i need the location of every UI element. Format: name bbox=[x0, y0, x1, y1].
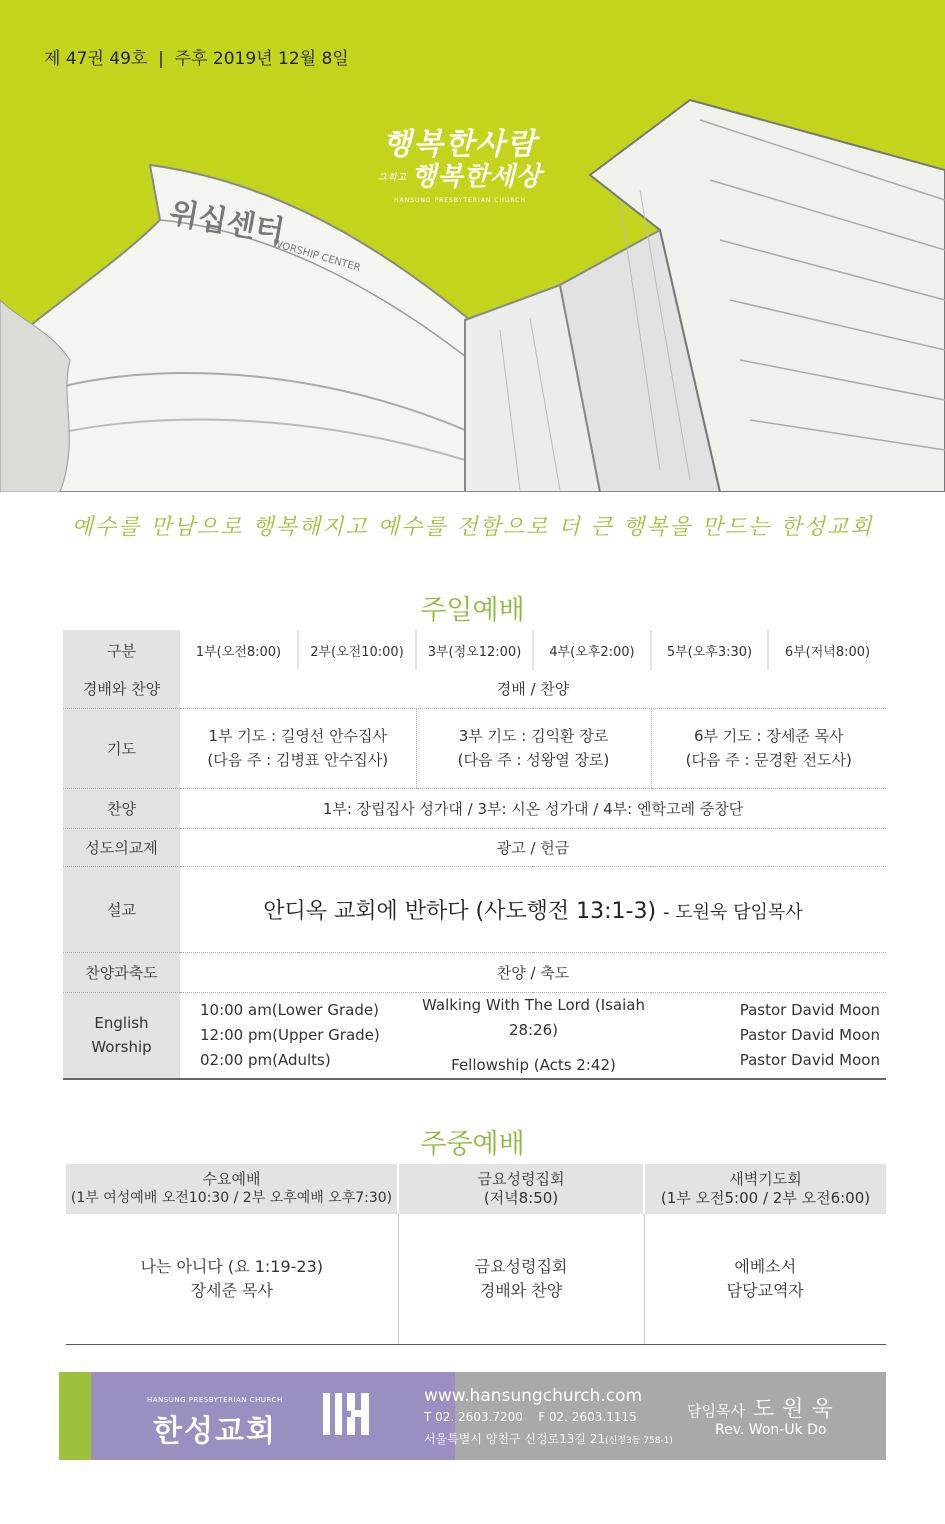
logo-line-1: 행복한사람 bbox=[382, 127, 538, 162]
english-program bbox=[416, 992, 651, 1079]
english-time-3: 02:00 pm(Adults) bbox=[200, 1050, 331, 1069]
prayer-row bbox=[63, 708, 886, 788]
wednesday-line1: 나는 아니다 (요 1:19-23) bbox=[140, 1257, 324, 1276]
blessing-value: 찬양 / 축도 bbox=[180, 952, 886, 992]
footer-brand bbox=[91, 1372, 455, 1460]
sermon-label: 설교 bbox=[63, 866, 180, 952]
logo-eng: HANSUNG PRESBYTERIAN CHURCH bbox=[394, 197, 526, 204]
prayer-1-line2: (다음 주 : 김병표 안수집사) bbox=[207, 751, 389, 769]
prayer-1 bbox=[180, 708, 416, 788]
prayer-6 bbox=[651, 708, 886, 788]
dawn-head bbox=[644, 1164, 886, 1214]
english-times bbox=[180, 992, 416, 1079]
choir-label: 찬양 bbox=[63, 788, 180, 828]
friday-body bbox=[398, 1214, 644, 1345]
weekday-header-row bbox=[66, 1164, 886, 1214]
issue-info: 제 47권 49호 | 주후 2019년 12월 8일 bbox=[44, 49, 349, 69]
sermon-title: 안디옥 교회에 반하다 (사도행전 13:1-3) bbox=[263, 898, 657, 924]
dawn-line1: 에베소서 bbox=[734, 1257, 797, 1276]
choir-row bbox=[63, 788, 886, 828]
english-time-1: 10:00 am(Lower Grade) bbox=[200, 1000, 379, 1019]
english-fellowship: Fellowship (Acts 2:42) bbox=[451, 1055, 616, 1074]
wednesday-name: 수요예배 bbox=[202, 1170, 261, 1188]
sunday-service-table bbox=[63, 630, 886, 1080]
prayer-3-line2: (다음 주 : 성왕열 장로) bbox=[457, 751, 610, 769]
english-pastor-3: Pastor David Moon bbox=[739, 1050, 880, 1069]
sermon-preacher: - 도원욱 담임목사 bbox=[663, 901, 803, 923]
church-logo bbox=[360, 128, 560, 204]
church-mark-icon bbox=[321, 1389, 375, 1439]
footer-address bbox=[424, 1430, 673, 1447]
friday-head bbox=[398, 1164, 644, 1214]
friday-sub: (저녁8:50) bbox=[483, 1189, 559, 1207]
footer-pastor-eng: Rev. Won-Uk Do bbox=[715, 1422, 827, 1438]
english-pastor-2: Pastor David Moon bbox=[739, 1025, 880, 1044]
sunday-title: 주일예배 bbox=[420, 595, 525, 626]
weekday-service-table bbox=[66, 1164, 886, 1345]
english-pastor-1: Pastor David Moon bbox=[739, 1000, 880, 1019]
footer-church-kor: 한성교회 bbox=[153, 1414, 277, 1449]
service-4: 4부(오후2:00) bbox=[533, 630, 651, 670]
fellowship-value: 광고 / 헌금 bbox=[180, 828, 886, 866]
service-2: 2부(오전10:00) bbox=[298, 630, 416, 670]
service-header-row bbox=[63, 630, 886, 670]
blessing-row bbox=[63, 952, 886, 992]
blessing-label: 찬양과축도 bbox=[63, 952, 180, 992]
prayer-1-line1: 1부 기도 : 길영선 안수집사 bbox=[208, 727, 388, 745]
header-banner bbox=[0, 0, 945, 492]
weekday-title: 주중예배 bbox=[420, 1129, 525, 1160]
dawn-sub: (1부 오전5:00 / 2부 오전6:00) bbox=[660, 1189, 871, 1207]
service-3: 3부(정오12:00) bbox=[416, 630, 533, 670]
fellowship-row bbox=[63, 828, 886, 866]
footer bbox=[59, 1372, 886, 1460]
dawn-line2: 담당교역자 bbox=[726, 1281, 804, 1300]
english-label-1: English bbox=[94, 1014, 149, 1032]
prayer-6-line2: (다음 주 : 문경환 전도사) bbox=[685, 751, 852, 769]
prayer-3-line1: 3부 기도 : 김익환 장로 bbox=[458, 727, 609, 745]
logo-line-2: 행복한세상 bbox=[411, 162, 542, 192]
wednesday-line2: 장세준 목사 bbox=[190, 1281, 273, 1300]
wednesday-body bbox=[66, 1214, 398, 1345]
church-slogan: 예수를 만남으로 행복해지고 예수를 전함으로 더 큰 행복을 만드는 한성교회 bbox=[71, 515, 874, 540]
sermon-cell bbox=[180, 866, 886, 952]
fellowship-label: 성도의교제 bbox=[63, 828, 180, 866]
dawn-name: 새벽기도회 bbox=[729, 1170, 802, 1188]
praise-row bbox=[63, 670, 886, 708]
service-6: 6부(저녁8:00) bbox=[768, 630, 886, 670]
english-row bbox=[63, 992, 886, 1079]
wednesday-sub: (1부 여성예배 오전10:30 / 2부 오후예배 오후7:30) bbox=[70, 1190, 393, 1206]
footer-pastor bbox=[687, 1392, 841, 1423]
praise-label: 경배와 찬양 bbox=[63, 670, 180, 708]
prayer-6-line1: 6부 기도 : 장세준 목사 bbox=[693, 727, 844, 745]
friday-line1: 금요성령집회 bbox=[474, 1257, 568, 1276]
friday-line2: 경배와 찬양 bbox=[479, 1281, 563, 1300]
footer-tel: T 02. 2603.7200 F 02. 2603.1115 bbox=[424, 1410, 637, 1424]
praise-value: 경배 / 찬양 bbox=[180, 670, 886, 708]
english-label-2: Worship bbox=[91, 1038, 152, 1056]
choir-value: 1부: 장립집사 성가대 / 3부: 시온 성가대 / 4부: 엔학고레 중창단 bbox=[180, 788, 886, 828]
footer-accent bbox=[59, 1372, 91, 1460]
english-sermon: Walking With The Lord (Isaiah 28:26) bbox=[422, 995, 645, 1039]
sermon-row bbox=[63, 866, 886, 952]
english-time-2: 12:00 pm(Upper Grade) bbox=[200, 1025, 380, 1044]
english-label bbox=[63, 992, 180, 1079]
weekday-body-row bbox=[66, 1214, 886, 1345]
prayer-3 bbox=[416, 708, 651, 788]
friday-name: 금요성령집회 bbox=[477, 1170, 565, 1188]
head-label: 구분 bbox=[63, 630, 180, 670]
footer-address-old: (신정3동 758-1) bbox=[605, 1436, 673, 1446]
dawn-body bbox=[644, 1214, 886, 1345]
service-1: 1부(오전8:00) bbox=[180, 630, 298, 670]
building-illustration bbox=[0, 0, 945, 492]
wednesday-head bbox=[66, 1164, 398, 1214]
pastor-name: 도원욱 bbox=[752, 1397, 841, 1422]
footer-url[interactable]: www.hansungchurch.com bbox=[424, 1386, 643, 1406]
prayer-label: 기도 bbox=[63, 708, 180, 788]
footer-church-eng: HANSUNG PRESBYTERIAN CHURCH bbox=[147, 1396, 283, 1404]
building-sign-eng: WORSHIP CENTER bbox=[271, 238, 362, 274]
english-pastors bbox=[651, 992, 886, 1079]
pastor-title: 담임목사 bbox=[687, 1402, 745, 1420]
logo-small: 그리고 bbox=[378, 173, 408, 183]
footer-address-text: 서울특별시 양천구 신정로13길 21 bbox=[424, 1432, 606, 1446]
building-sign: 위십센터 bbox=[166, 195, 287, 251]
service-5: 5부(오후3:30) bbox=[651, 630, 768, 670]
